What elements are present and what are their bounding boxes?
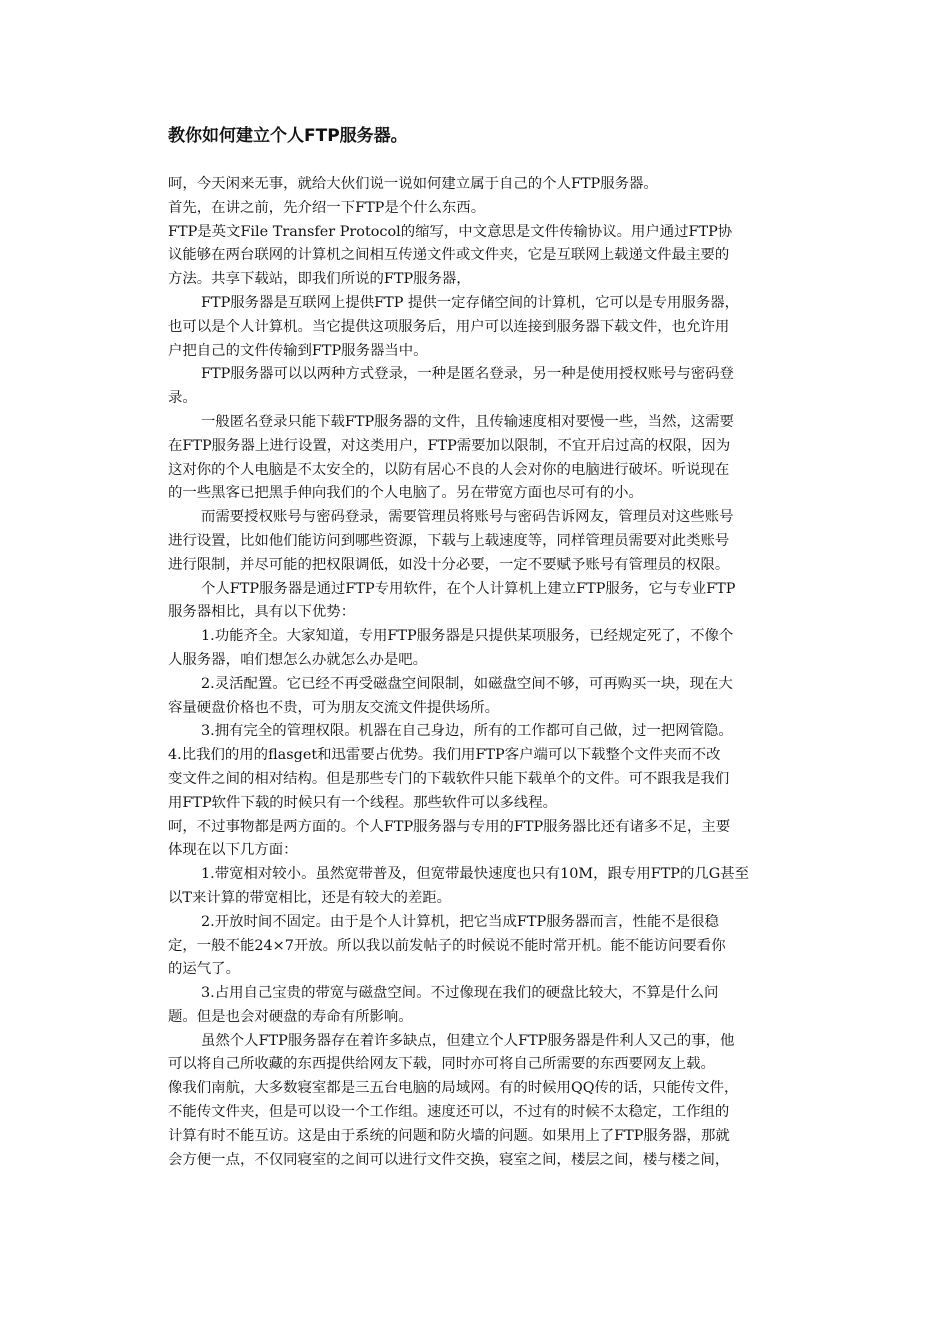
- text-line: 计算有时不能互访。这是由于系统的问题和防火墙的问题。如果用上了FTP服务器，那就: [168, 1127, 730, 1144]
- text-line: 变文件之间的相对结构。但是那些专门的下载软件只能下载单个的文件。可不跟我是我们: [168, 770, 730, 787]
- text-line: 虽然个人FTP服务器存在着许多缺点，但建立个人FTP服务器是件利人又己的事，他: [201, 1032, 735, 1049]
- document-body: [168, 173, 832, 1172]
- document-title: 教你如何建立个人FTP服务器。: [168, 126, 408, 146]
- text-line: 个人FTP服务器是通过FTP专用软件，在个人计算机上建立FTP服务，它与专业FTP: [201, 580, 736, 597]
- text-line: FTP是英文File Transfer Protocol的缩写，中文意思是文件传输协议。用户通过FTP协: [168, 223, 733, 240]
- text-line: 4.比我们的用的flasget和迅雷要占优势。我们用FTP客户端可以下载整个文件夹而不改: [168, 747, 721, 764]
- text-line: 的运气了。: [168, 961, 240, 978]
- text-line: 这对你的个人电脑是不太安全的，以防有居心不良的人会对你的电脑进行破坏。听说现在: [168, 461, 730, 478]
- text-line: 户把自己的文件传输到FTP服务器当中。: [168, 342, 428, 359]
- text-line: 在FTP服务器上进行设置，对这类用户，FTP需要加以限制，不宜开启过高的权限，因为: [168, 437, 731, 454]
- text-line: 3.占用自己宝贵的带宽与磁盘空间。不过像现在我们的硬盘比较大，不算是什么问: [201, 985, 719, 1002]
- text-line: 人服务器，咱们想怎么办就怎么办是吧。: [168, 651, 428, 668]
- text-line: 一般匿名登录只能下载FTP服务器的文件，且传输速度相对要慢一些，当然，这需要: [201, 413, 734, 430]
- text-line: 呵，不过事物都是两方面的。个人FTP服务器与专用的FTP服务器比还有诸多不足，主要: [168, 818, 731, 835]
- text-line: 呵，今天闲来无事，就给大伙们说一说如何建立属于自己的个人FTP服务器。: [168, 176, 658, 192]
- text-line: 会方便一点，不仅同寝室的之间可以进行文件交换，寝室之间，楼层之间，楼与楼之间，: [168, 1151, 730, 1168]
- text-line: 进行限制，并尽可能的把权限调低，如没十分必要，一定不要赋予账号有管理员的权限。: [168, 556, 730, 573]
- text-line: 1.带宽相对较小。虽然宽带普及，但宽带最快速度也只有10M，跟专用FTP的几G甚至: [201, 866, 750, 883]
- text-line: 录。: [168, 390, 197, 407]
- text-line: 议能够在两台联网的计算机之间相互传递文件或文件夹，它是互联网上载递文件最主要的: [168, 247, 730, 264]
- text-line: 以T来计算的带宽相比，还是有较大的差距。: [168, 889, 452, 906]
- text-line: 容量硬盘价格也不贵，可为朋友交流文件提供场所。: [168, 699, 499, 716]
- text-line: 方法。共享下载站，即我们所说的FTP服务器，: [168, 271, 471, 288]
- text-line: 的一些黑客已把黑手伸向我们的个人电脑了。另在带宽方面也尽可有的小。: [168, 485, 643, 502]
- text-line: 而需要授权账号与密码登录，需要管理员将账号与密码告诉网友，管理员对这些账号: [201, 509, 734, 526]
- text-line: 进行设置，比如他们能访问到哪些资源，下载与上载速度等，同样管理员需要对此类账号: [168, 532, 730, 549]
- text-line: 1.功能齐全。大家知道，专用FTP服务器是只提供某项服务，已经规定死了，不像个: [201, 628, 734, 645]
- text-line: 首先，在讲之前，先介绍一下FTP是个什么东西。: [168, 199, 486, 216]
- text-line: 定，一般不能24×7开放。所以我以前发帖子的时候说不能时常开机。能不能访问要看你: [168, 937, 726, 954]
- text-line: 用FTP软件下载的时候只有一个线程。那些软件可以多线程。: [168, 794, 558, 811]
- text-line: FTP服务器可以以两种方式登录，一种是匿名登录，另一种是使用授权账号与密码登: [201, 366, 734, 383]
- text-line: 体现在以下几方面：: [168, 842, 298, 859]
- text-line: 可以将自己所收藏的东西提供给网友下载，同时亦可将自己所需要的东西要网友上载。: [168, 1056, 715, 1073]
- text-line: 像我们南航，大多数寝室都是三五台电脑的局域网。有的时候用QQ传的话，只能传文件，: [168, 1080, 739, 1097]
- text-line: 题。但是也会对硬盘的寿命有所影响。: [168, 1008, 413, 1025]
- text-line: 2.开放时间不固定。由于是个人计算机，把它当成FTP服务器而言，性能不是很稳: [201, 913, 719, 930]
- text-line: FTP服务器是互联网上提供FTP 提供一定存储空间的计算机，它可以是专用服务器，: [201, 294, 739, 311]
- text-line: 不能传文件夹，但是可以设一个工作组。速度还可以，不过有的时候不太稳定，工作组的: [168, 1104, 730, 1121]
- text-line: 2.灵活配置。它已经不再受磁盘空间限制，如磁盘空间不够，可再购买一块，现在大: [201, 675, 733, 692]
- text-line: 也可以是个人计算机。当它提供这项服务后，用户可以连接到服务器下载文件，也允许用: [168, 318, 730, 335]
- text-line: 3.拥有完全的管理权限。机器在自己身边，所有的工作都可自己做，过一把网管隐。: [201, 723, 733, 740]
- text-line: 服务器相比，具有以下优势：: [168, 604, 356, 621]
